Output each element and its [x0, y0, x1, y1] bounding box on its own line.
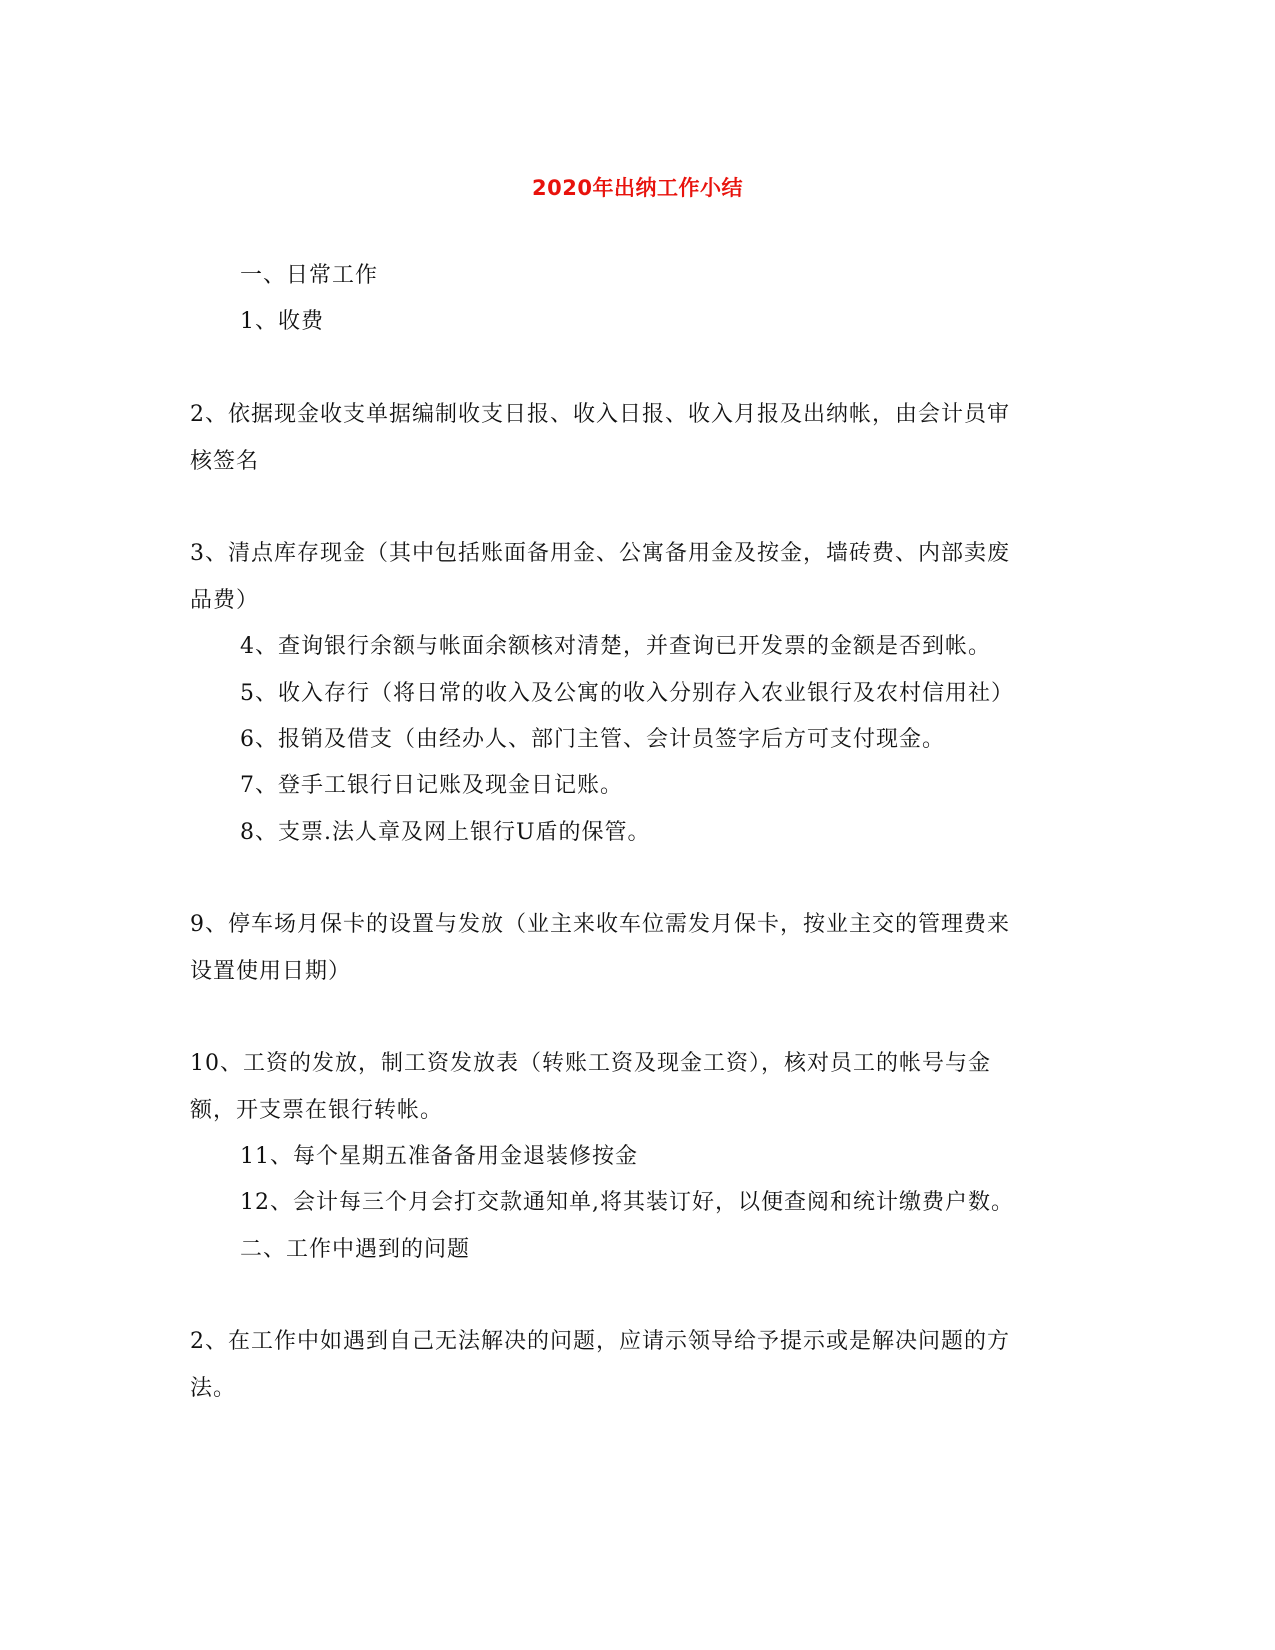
paragraph-line: 2、依据现金收支单据编制收支日报、收入日报、收入月报及出纳帐，由会计员审 — [190, 402, 1010, 427]
paragraph-line: 品费） — [190, 588, 260, 613]
paragraph-line: 11、每个星期五准备备用金退装修按金 — [240, 1144, 638, 1169]
paragraph-line: 10、工资的发放，制工资发放表（转账工资及现金工资），核对员工的帐号与金 — [190, 1051, 991, 1076]
paragraph-line: 3、清点库存现金（其中包括账面备用金、公寓备用金及按金，墙砖费、内部卖废 — [190, 541, 1010, 566]
paragraph-line: 9、停车场月保卡的设置与发放（业主来收车位需发月保卡，按业主交的管理费来 — [190, 912, 1010, 937]
paragraph-line: 4、查询银行余额与帐面余额核对清楚，并查询已开发票的金额是否到帐。 — [240, 634, 991, 659]
document-title: 2020年出纳工作小结 — [532, 176, 743, 200]
paragraph-line: 6、报销及借支（由经办人、部门主管、会计员签字后方可支付现金。 — [240, 727, 945, 752]
paragraph-line: 2、在工作中如遇到自己无法解决的问题，应请示领导给予提示或是解决问题的方 — [190, 1329, 1010, 1354]
paragraph-line: 设置使用日期） — [190, 959, 352, 984]
paragraph-line: 核签名 — [190, 449, 260, 474]
paragraph-line: 7、登手工银行日记账及现金日记账。 — [240, 773, 623, 798]
paragraph-line: 8、支票.法人章及网上银行U盾的保管。 — [240, 820, 651, 845]
paragraph-line: 法。 — [190, 1376, 237, 1401]
paragraph-line: 12、会计每三个月会打交款通知单,将其装订好，以便查阅和统计缴费户数。 — [240, 1190, 1014, 1215]
paragraph-line: 1、收费 — [240, 309, 324, 334]
paragraph-line: 额，开支票在银行转帐。 — [190, 1098, 444, 1123]
section-heading: 二、工作中遇到的问题 — [240, 1237, 471, 1262]
section-heading: 一、日常工作 — [240, 263, 379, 288]
paragraph-line: 5、收入存行（将日常的收入及公寓的收入分别存入农业银行及农村信用社） — [240, 681, 1014, 706]
